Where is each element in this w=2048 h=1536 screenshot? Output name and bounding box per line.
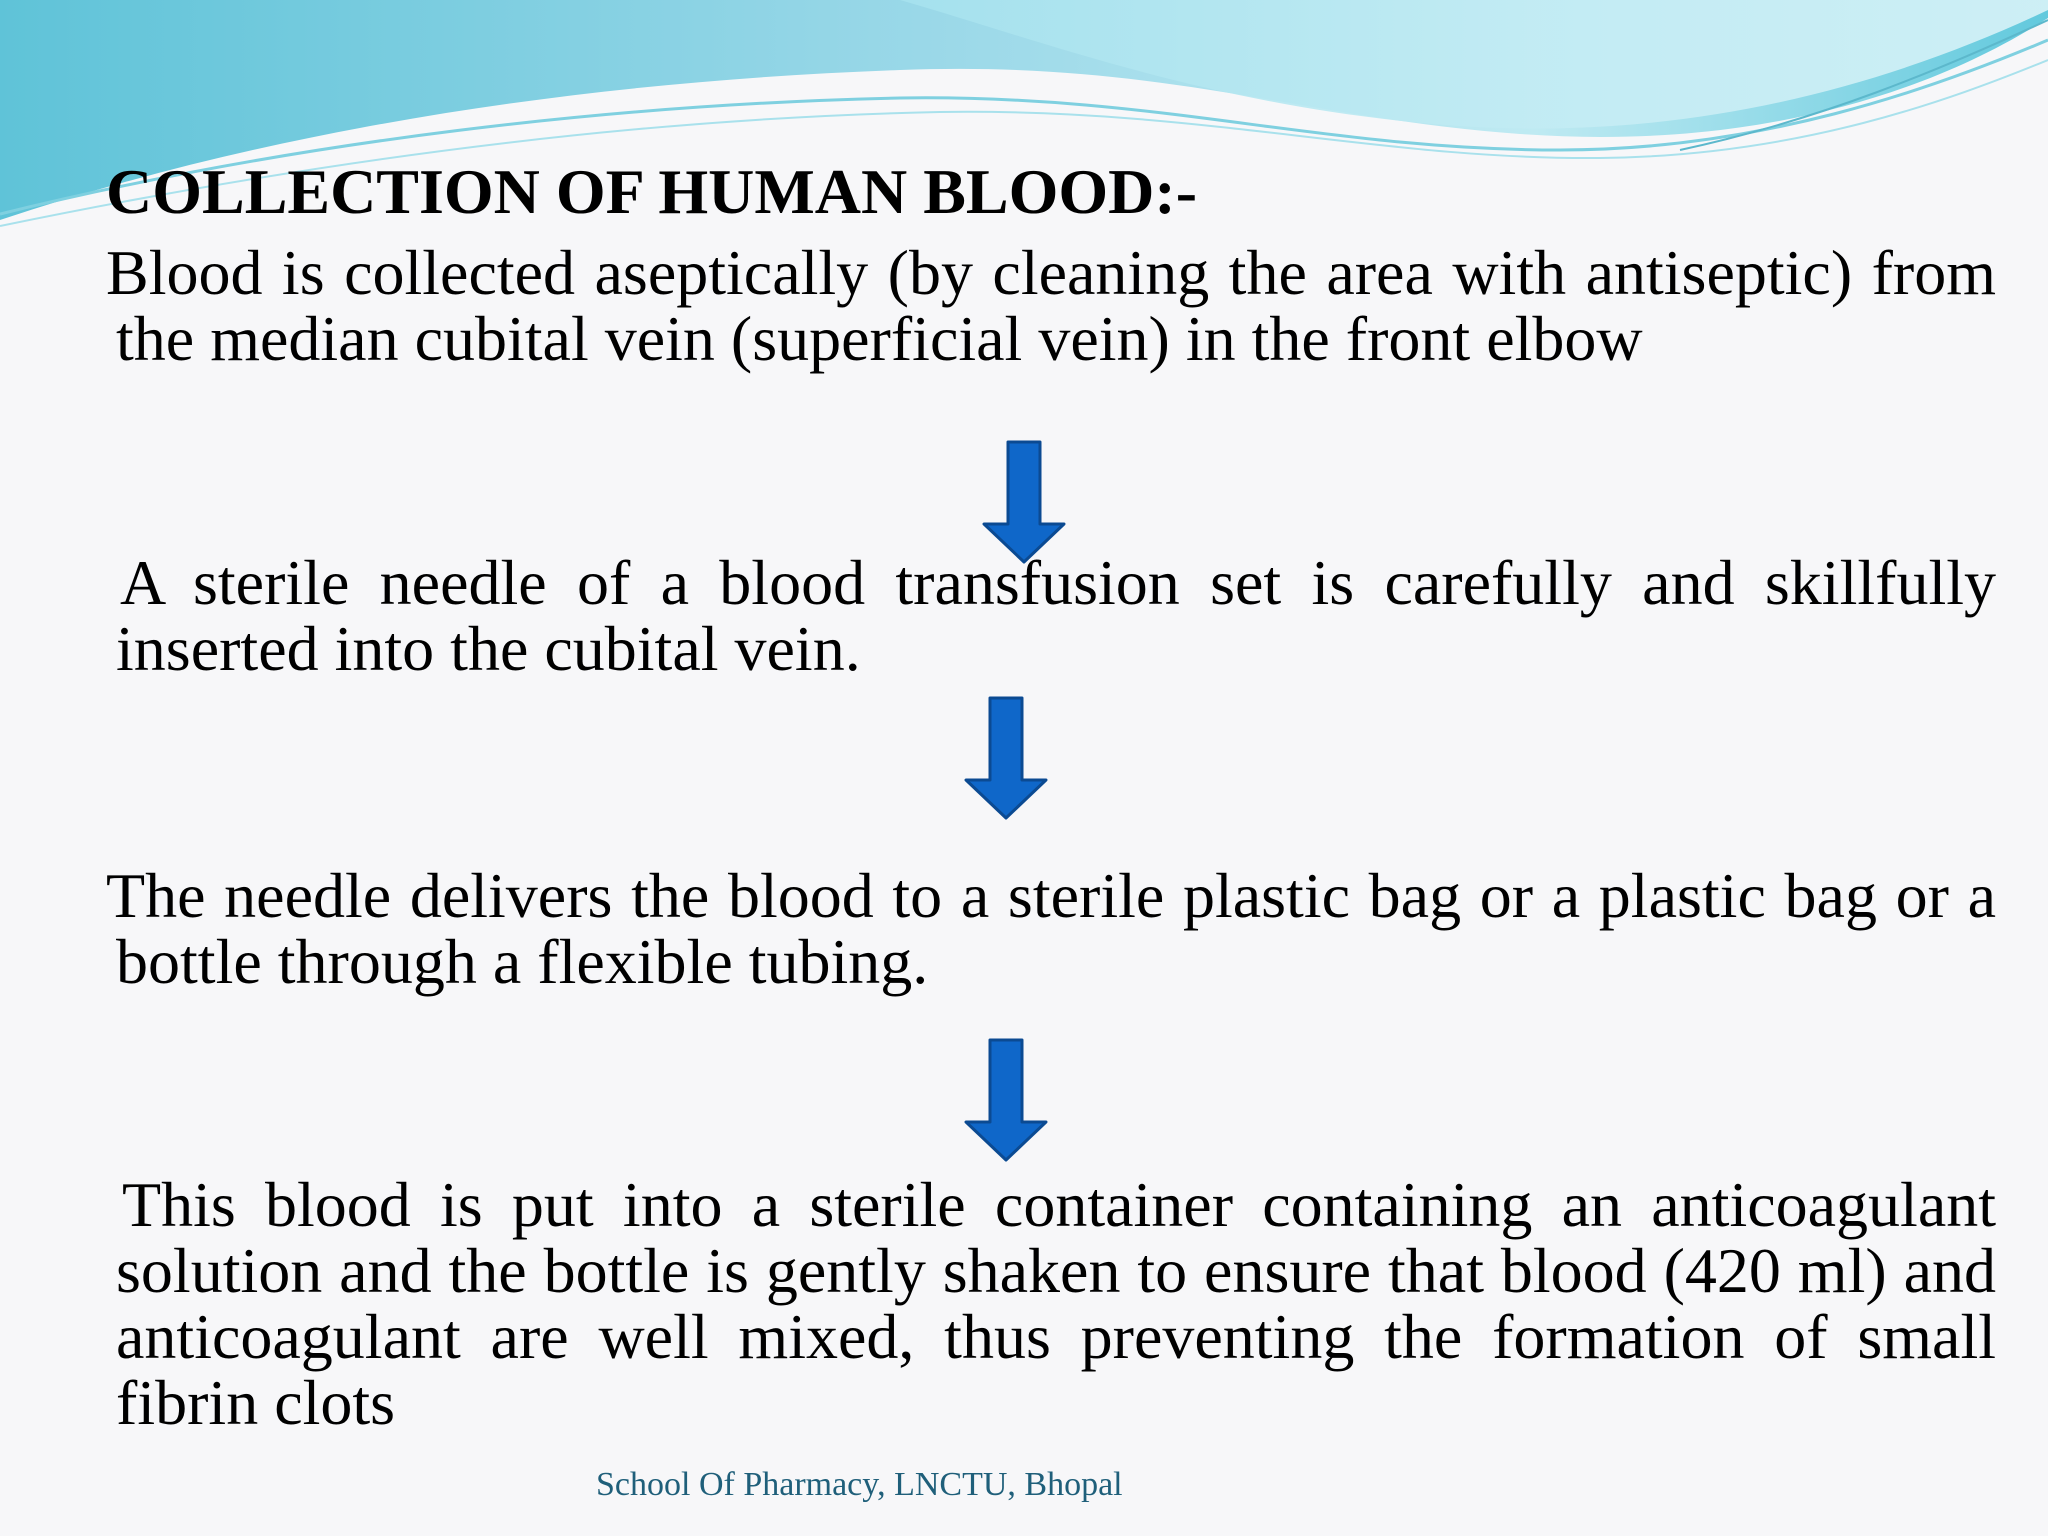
footer-institution: School Of Pharmacy, LNCTU, Bhopal bbox=[596, 1466, 1123, 1503]
arrow-down-icon bbox=[964, 1038, 1048, 1162]
step-4-text: This blood is put into a sterile container containing an anticoagulant solution and the bottle is gently shaken to ensure that blood (420 ml) and anticoagulant are well mixed, thus preventing the formation of small fibrin clots bbox=[116, 1169, 1996, 1438]
step-2-text: A sterile needle of a blood transfusion set is carefully and skillfully inserted into the cubital vein. bbox=[116, 547, 1996, 684]
slide-title: COLLECTION OF HUMAN BLOOD:- bbox=[106, 156, 1197, 227]
step-1-text: Blood is collected aseptically (by cleaning the area with antiseptic) from the median cubital vein (superficial vein) in the front elbow bbox=[106, 237, 1996, 374]
arrow-down-icon bbox=[964, 696, 1048, 820]
arrow-down-icon bbox=[982, 440, 1066, 564]
step-3-text: The needle delivers the blood to a sterile plastic bag or a plastic bag or a bottle through a flexible tubing. bbox=[106, 860, 1996, 997]
